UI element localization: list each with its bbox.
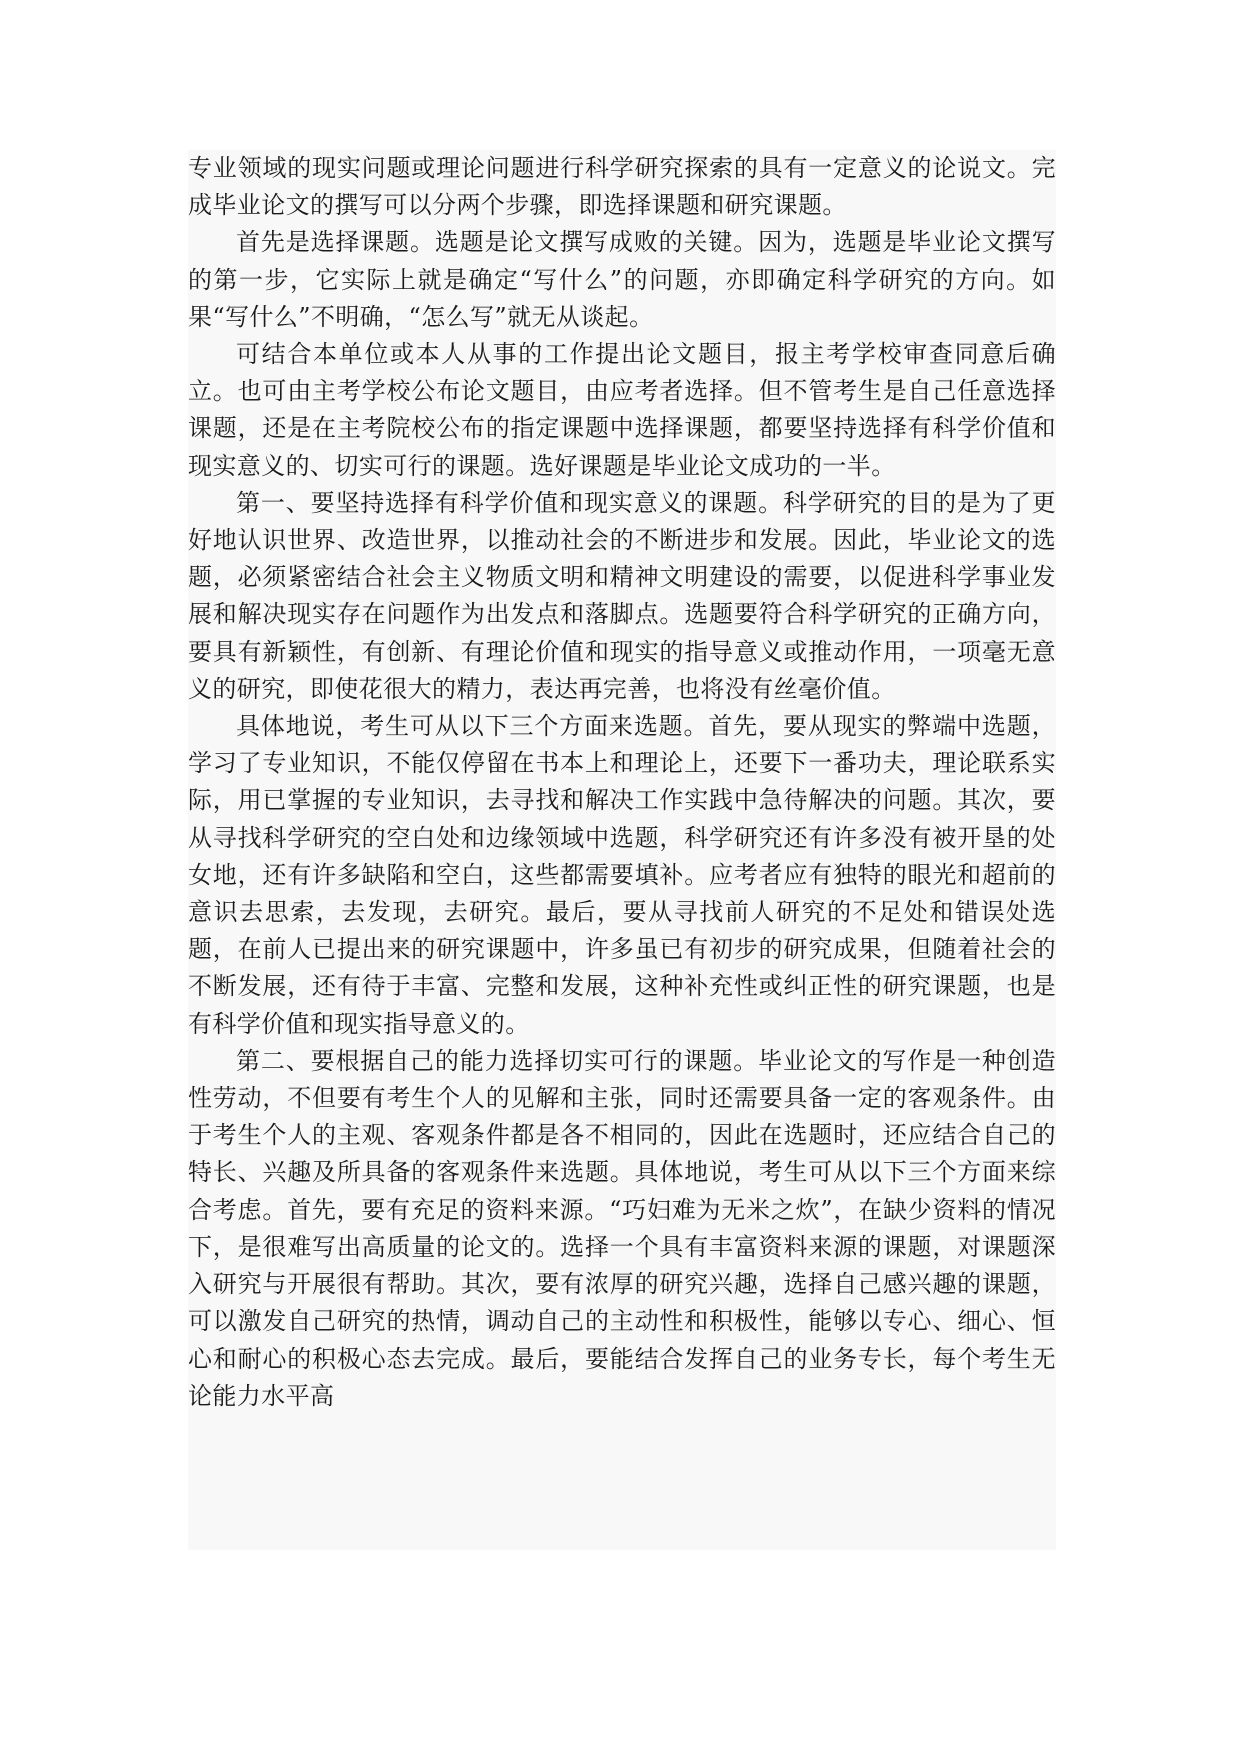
body-text	[188, 150, 1056, 1550]
paragraph-4: 第一、要坚持选择有科学价值和现实意义的课题。科学研究的目的是为了更好地认识世界、改造世界，以推动社会的不断进步和发展。因此，毕业论文的选题，必须紧密结合社会主义物质文明和精神文明建设的需要，以促进科学事业发展和解决现实存在问题作为出发点和落脚点。选题要符合科学研究的正确方向，要具有新颖性，有创新、有理论价值和现实的指导意义或推动作用，一项毫无意义的研究，即使花很大的精力，表达再完善，也将没有丝毫价值。	[188, 488, 1056, 703]
paragraph-2: 首先是选择课题。选题是论文撰写成败的关键。因为，选题是毕业论文撰写的第一步，它实际上就是确定“写什么”的问题，亦即确定科学研究的方向。如果“写什么”不明确，“怎么写”就无从谈起。	[188, 228, 1056, 331]
paragraph-5: 具体地说，考生可从以下三个方面来选题。首先，要从现实的弊端中选题，学习了专业知识，不能仅停留在书本上和理论上，还要下一番功夫，理论联系实际，用已掌握的专业知识，去寻找和解决工作实践中急待解决的问题。其次，要从寻找科学研究的空白处和边缘领域中选题，科学研究还有许多没有被开垦的处女地，还有许多缺陷和空白，这些都需要填补。应考者应有独特的眼光和超前的意识去思索，去发现，去研究。最后，要从寻找前人研究的不足处和错误处选题，在前人已提出来的研究课题中，许多虽已有初步的研究成果，但随着社会的不断发展，还有待于丰富、完整和发展，这种补充性或纠正性的研究课题，也是有科学价值和现实指导意义的。	[188, 712, 1056, 1038]
paragraph-6: 第二、要根据自己的能力选择切实可行的课题。毕业论文的写作是一种创造性劳动，不但要有考生个人的见解和主张，同时还需要具备一定的客观条件。由于考生个人的主观、客观条件都是各不相同的，因此在选题时，还应结合自己的特长、兴趣及所具备的客观条件来选题。具体地说，考生可从以下三个方面来综合考虑。首先，要有充足的资料来源。“巧妇难为无米之炊”，在缺少资料的情况下，是很难写出高质量的论文的。选择一个具有丰富资料来源的课题，对课题深入研究与开展很有帮助。其次，要有浓厚的研究兴趣，选择自己感兴趣的课题，可以激发自己研究的热情，调动自己的主动性和积极性，能够以专心、细心、恒心和耐心的积极心态去完成。最后，要能结合发挥自己的业务专长，每个考生无论能力水平高	[188, 1046, 1056, 1410]
paragraph-3: 可结合本单位或本人从事的工作提出论文题目，报主考学校审查同意后确立。也可由主考学校公布论文题目，由应考者选择。但不管考生是自己任意选择课题，还是在主考院校公布的指定课题中选择课题，都要坚持选择有科学价值和现实意义的、切实可行的课题。选好课题是毕业论文成功的一半。	[188, 340, 1056, 480]
paragraph-1: 专业领域的现实问题或理论问题进行科学研究探索的具有一定意义的论说文。完成毕业论文的撰写可以分两个步骤，即选择课题和研究课题。	[188, 154, 1056, 220]
